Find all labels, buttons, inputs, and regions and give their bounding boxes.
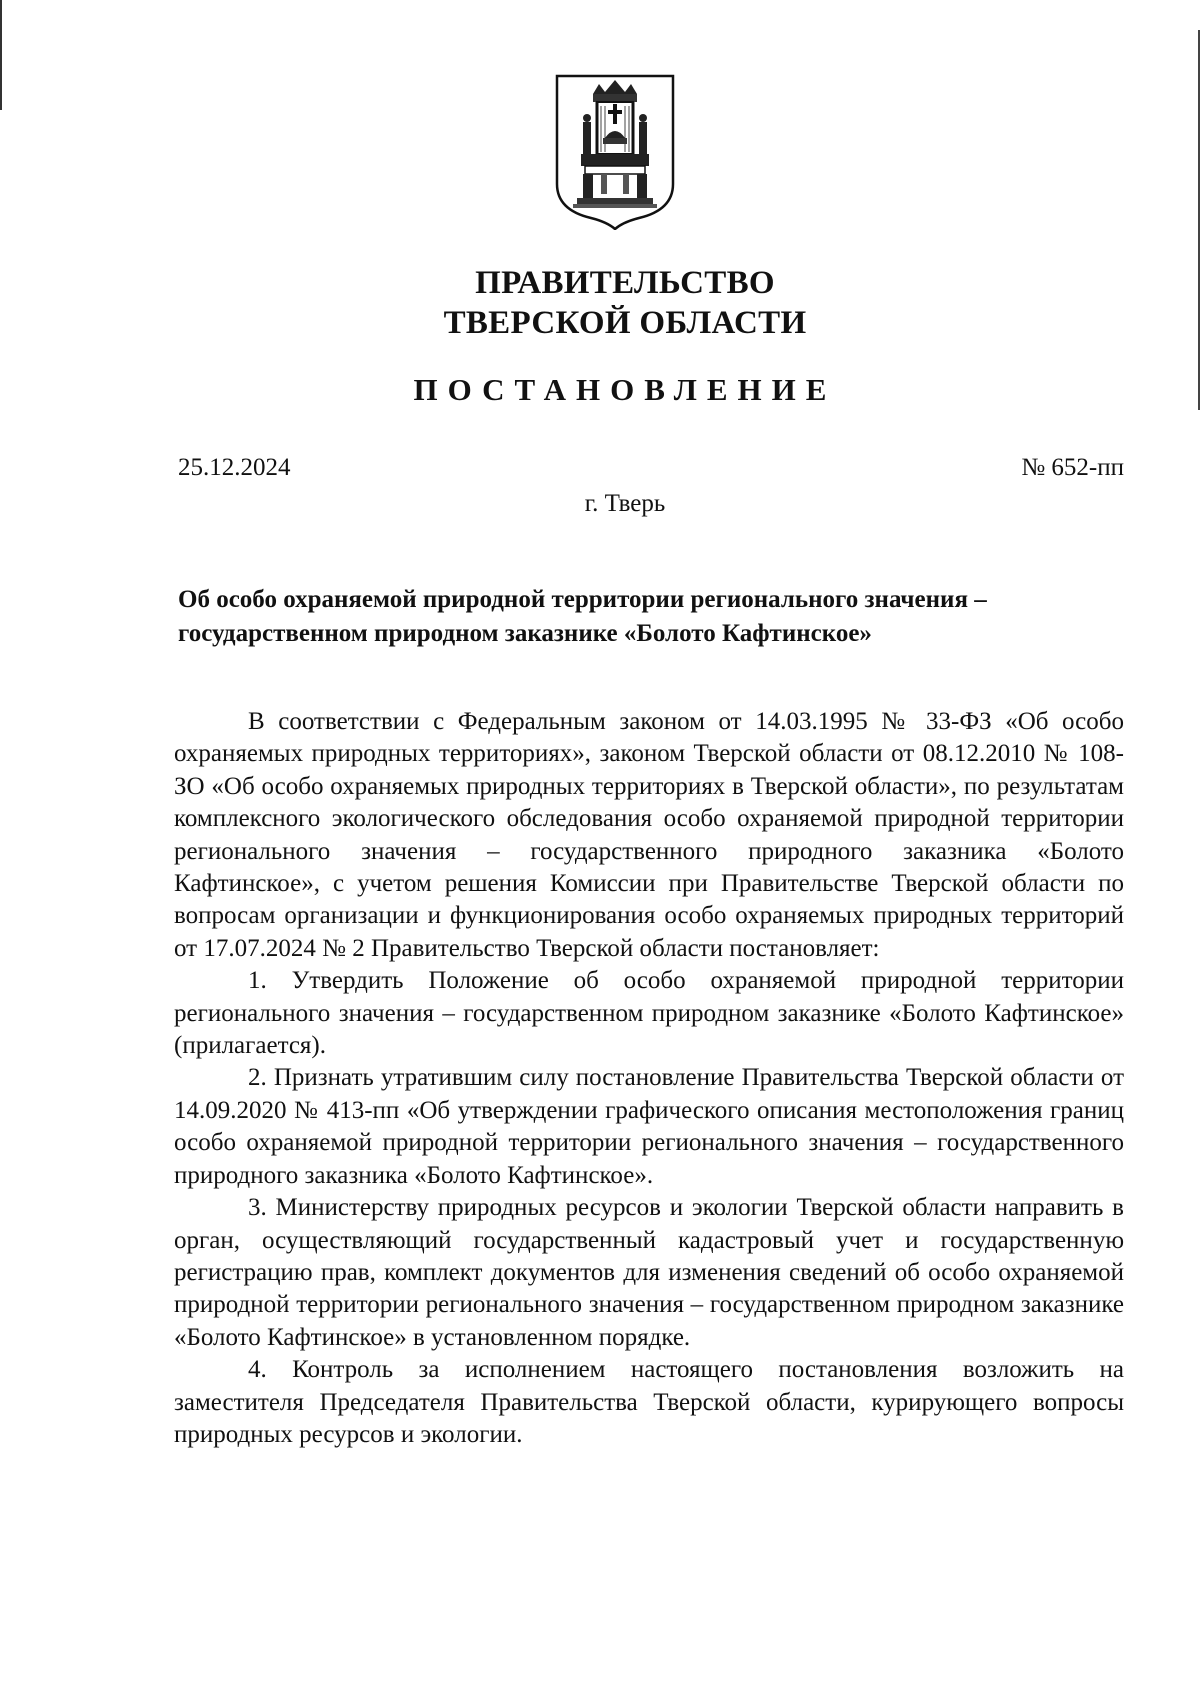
body-item-2: 2. Признать утратившим силу постановление Правительства Тверской области от 14.09.2020 № 413-пп «Об утверждении графического описания местоположения границ особо охраняемой природной территории регионального значения – государственного природного заказника «Болото Кафтинское». [174,1064,1124,1189]
tver-coat-of-arms-icon [553,72,677,230]
scan-edge-left [0,0,2,110]
body-item-3: 3. Министерству природных ресурсов и экологии Тверской области направить в орган, осуществляющий государственный кадастровый учет и государственную регистрацию прав, комплект документов для изменения сведений об особо охраняемой природной территории регионального значения – государственном природном заказнике «Болото Кафтинское» в установленном порядке. [174,1194,1124,1351]
document-body [174,706,1124,1451]
organization-title-line1: ПРАВИТЕЛЬСТВО [475,265,775,301]
body-item-1: 1. Утвердить Положение об особо охраняемой природной территории регионального значения – государственном природном заказнике «Болото Кафтинское» (прилагается). [174,967,1124,1060]
document-number: № 652-пп [1021,454,1124,481]
body-item-4: 4. Контроль за исполнением настоящего постановления возложить на заместителя Председателя Правительства Тверской области, курирующего вопросы природных ресурсов и экологии. [174,1356,1124,1448]
body-preamble: В соответствии с Федеральным законом от 14.03.1995 № 33-ФЗ «Об особо охраняемых природных территориях», законом Тверской области от 08.12.2010 № 108-ЗО «Об особо охраняемых природных территориях в Тверской области», по результатам комплексного экологического обследования особо охраняемой природной территории регионального значения – государственного природного заказника «Болото Кафтинское», с учетом решения Комиссии при Правительстве Тверской области по вопросам организации и функционирования особо охраняемых природных территорий от 17.07.2024 № 2 Правительство Тверской области постановляет: [174,708,1124,962]
document-subject: Об особо охраняемой природной территории регионального значения – государственном природном заказнике «Болото Кафтинское» [178,586,987,647]
document-city: г. Тверь [584,490,666,517]
document-type: ПОСТАНОВЛЕНИЕ [413,372,837,407]
organization-title-line2: ТВЕРСКОЙ ОБЛАСТИ [443,305,807,341]
document-date: 25.12.2024 [178,454,291,481]
